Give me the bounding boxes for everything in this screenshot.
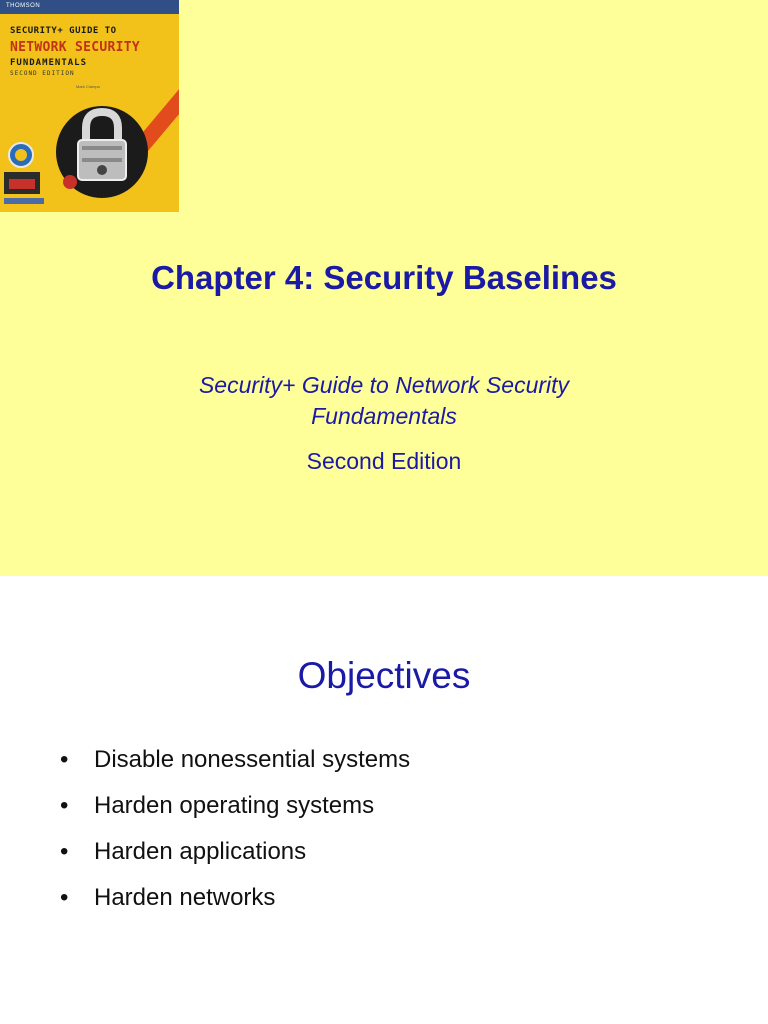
chapter-title: Chapter 4: Security Baselines — [151, 259, 617, 296]
cover-title-line-2: NETWORK SECURITY — [10, 40, 141, 55]
bullet-icon: • — [60, 838, 69, 865]
book-cover — [0, 0, 179, 212]
bullet-icon: • — [60, 884, 69, 911]
cover-title-line-1: SECURITY+ GUIDE TO — [10, 26, 117, 36]
objectives-title: Objectives — [297, 655, 471, 696]
cover-title-line-4: SECOND EDITION — [10, 70, 75, 77]
cover-publisher: THOMSON — [6, 3, 41, 9]
security-seal-icon — [4, 172, 40, 194]
padlock-image — [56, 102, 152, 202]
objective-text: Harden operating systems — [94, 792, 375, 819]
subtitle-line-1: Security+ Guide to Network Security — [198, 372, 570, 398]
cover-title-line-3: FUNDAMENTALS — [10, 58, 88, 68]
cover-author: Mark Ciampa — [76, 84, 100, 89]
bullet-icon: • — [60, 792, 69, 819]
edition-label: Second Edition — [306, 448, 462, 474]
objective-text: Harden networks — [94, 884, 276, 911]
objectives-slide — [0, 576, 768, 1024]
bullet-icon: • — [60, 746, 69, 773]
book-subtitle — [134, 370, 634, 432]
objective-text: Disable nonessential systems — [94, 746, 411, 773]
cover-publisher-bar — [0, 0, 179, 14]
objective-text: Harden applications — [94, 838, 307, 865]
comptia-badge-icon — [8, 142, 34, 168]
subtitle-line-2: Fundamentals — [311, 403, 457, 429]
cover-publisher-logo — [4, 198, 44, 204]
